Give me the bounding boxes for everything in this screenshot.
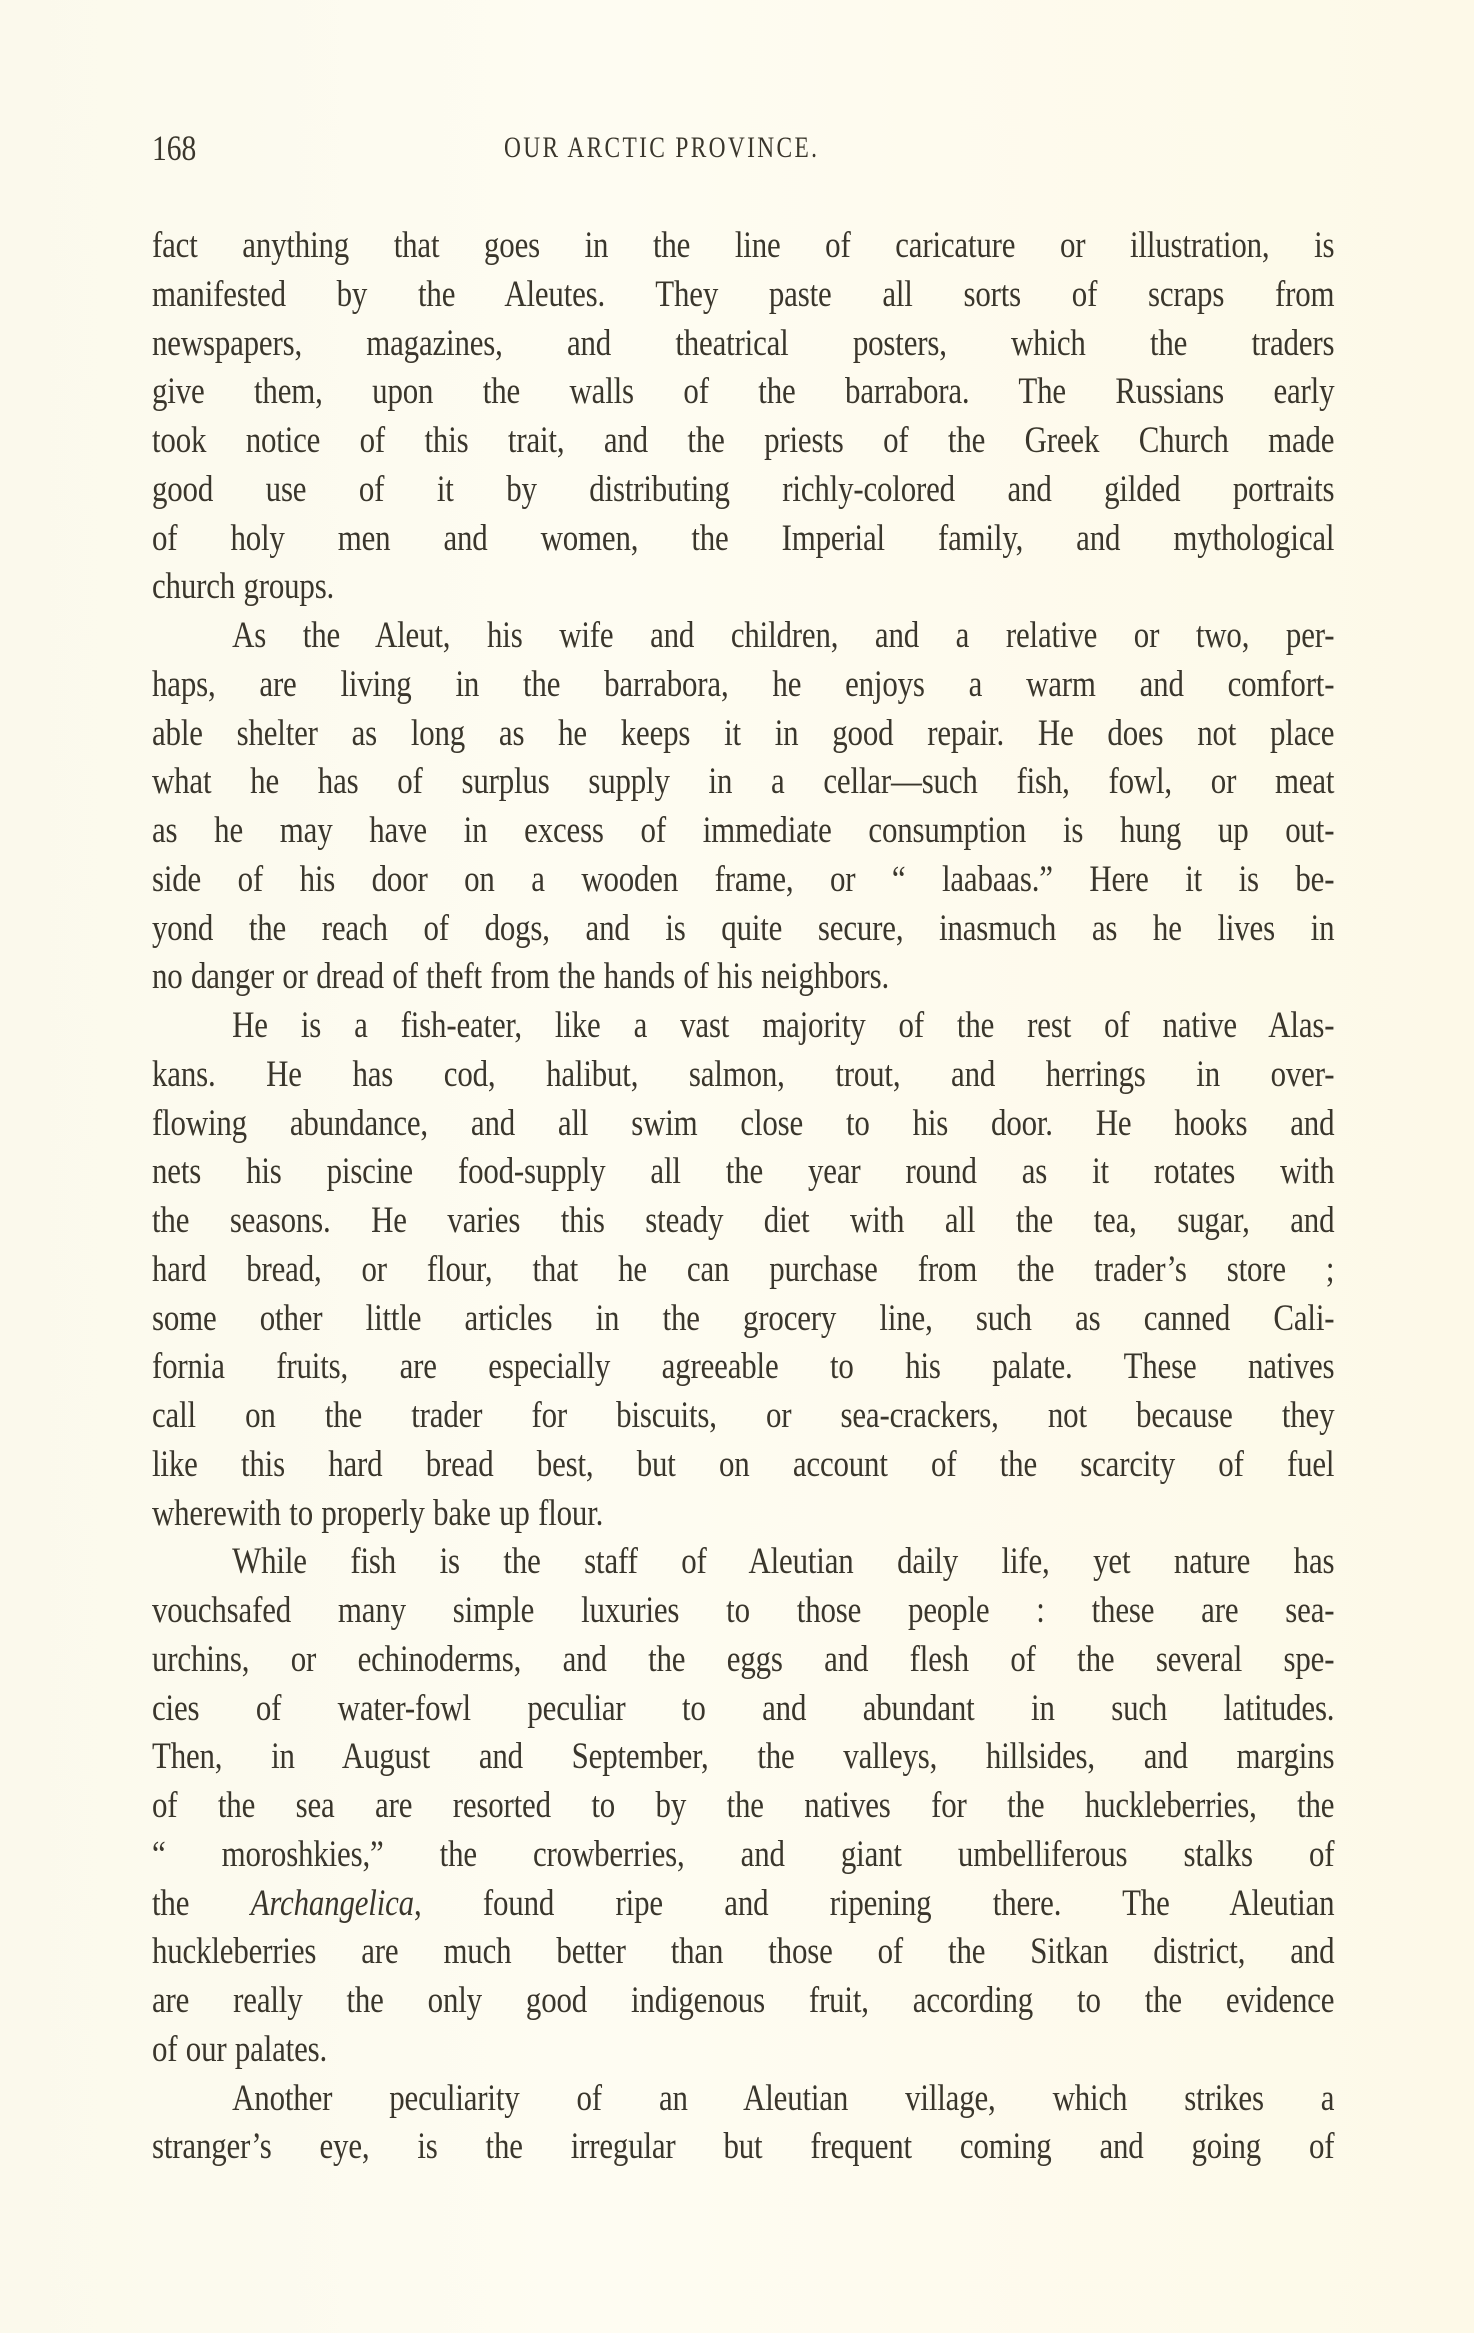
text-line	[152, 1148, 1334, 1197]
line-text: haps, are living in the barrabora, he enjoys a warm and comfort-	[152, 663, 1335, 705]
text-line	[152, 1977, 1334, 2026]
running-title: OUR ARCTIC PROVINCE.	[504, 131, 820, 164]
line-text: huckleberries are much better than those of the Sitkan district, and	[152, 1931, 1335, 1973]
text-line	[152, 1587, 1334, 1636]
paragraph	[152, 1538, 1334, 2074]
text-line	[152, 417, 1334, 466]
line-text: wherewith to properly bake up flour.	[152, 1492, 604, 1534]
text-line	[152, 1831, 1334, 1880]
line-text: as he may have in excess of immediate consumption is hung up out-	[152, 810, 1335, 851]
line-text: Another peculiarity of an Aleutian village, which strikes a	[232, 2077, 1335, 2119]
line-text: of our palates.	[152, 2028, 328, 2070]
line-text: flowing abundance, and all swim close to his door. He hooks and	[152, 1102, 1335, 1144]
text-line	[152, 661, 1334, 710]
page-number: 168	[152, 128, 197, 168]
paragraph	[152, 612, 1334, 1002]
line-text: stranger’s eye, is the irregular but frequent coming and going of	[152, 2126, 1335, 2168]
line-text: took notice of this trait, and the priests of the Greek Church made	[152, 420, 1335, 461]
text-line	[152, 1246, 1334, 1295]
text-line	[152, 320, 1334, 369]
line-text: kans. He has cod, halibut, salmon, trout, and herrings in over-	[152, 1053, 1335, 1095]
text-line	[152, 466, 1334, 515]
line-text: what he has of surplus supply in a cellar—such fish, fowl, or meat	[152, 761, 1335, 803]
line-text: vouchsafed many simple luxuries to those people : these are sea-	[152, 1590, 1335, 1631]
text-line	[152, 515, 1334, 564]
line-text: hard bread, or flour, that he can purchase from the trader’s store ;	[152, 1248, 1335, 1290]
line-text: some other little articles in the grocery line, such as canned Cali-	[152, 1297, 1335, 1339]
line-text: able shelter as long as he keeps it in good repair. He does not place	[152, 712, 1335, 754]
line-text: the Archangelica, found ripe and ripening there. The Aleutian	[152, 1882, 1335, 1924]
text-line	[152, 271, 1334, 320]
text-line	[152, 1197, 1334, 1246]
text-line	[152, 1343, 1334, 1392]
running-head	[152, 127, 1334, 177]
text-line	[152, 1928, 1334, 1977]
paragraph	[152, 1002, 1334, 1538]
line-text: While fish is the staff of Aleutian daily life, yet nature has	[232, 1541, 1335, 1583]
line-text: yond the reach of dogs, and is quite secure, inasmuch as he lives in	[152, 907, 1335, 949]
line-text: the seasons. He varies this steady diet with all the tea, sugar, and	[152, 1200, 1335, 1241]
text-line	[152, 1538, 1334, 1587]
line-text: cies of water-fowl peculiar to and abundant in such latitudes.	[152, 1687, 1335, 1729]
text-line	[152, 1392, 1334, 1441]
line-text: of the sea are resorted to by the natives for the huckleberries, the	[152, 1785, 1335, 1826]
text-line	[152, 1002, 1334, 1051]
text-line	[152, 2123, 1334, 2172]
line-text: call on the trader for biscuits, or sea-crackers, not because they	[152, 1395, 1335, 1436]
line-text: like this hard bread best, but on account of the scarcity of fuel	[152, 1443, 1335, 1485]
line-text: manifested by the Aleutes. They paste all sorts of scraps from	[152, 273, 1335, 315]
text-line	[152, 1782, 1334, 1831]
line-text: As the Aleut, his wife and children, and a relative or two, per-	[232, 615, 1335, 656]
text-line	[152, 2075, 1334, 2124]
text-line	[152, 905, 1334, 954]
line-text: give them, upon the walls of the barrabora. The Russians early	[152, 371, 1335, 413]
line-text: He is a fish-eater, like a vast majority of the rest of native Alas-	[232, 1005, 1335, 1046]
line-text: Then, in August and September, the valleys, hillsides, and margins	[152, 1736, 1335, 1778]
text-line	[152, 856, 1334, 905]
line-text: nets his piscine food-supply all the year round as it rotates with	[152, 1151, 1335, 1193]
italic-term: Archangelica	[250, 1882, 414, 1924]
text-line	[152, 1295, 1334, 1344]
line-text: fact anything that goes in the line of caricature or illustration, is	[152, 225, 1335, 266]
body-text	[152, 222, 1334, 2172]
text-line	[152, 1636, 1334, 1685]
text-line	[152, 807, 1334, 856]
text-line	[152, 1051, 1334, 1100]
line-text: fornia fruits, are especially agreeable to his palate. These natives	[152, 1346, 1335, 1388]
text-line	[152, 612, 1334, 661]
line-text: newspapers, magazines, and theatrical posters, which the traders	[152, 322, 1335, 364]
paragraph	[152, 2075, 1334, 2173]
line-text: church groups.	[152, 566, 335, 608]
line-text: good use of it by distributing richly-colored and gilded portraits	[152, 468, 1335, 510]
text-line	[152, 710, 1334, 759]
text-line	[152, 563, 1334, 612]
line-text: urchins, or echinoderms, and the eggs and flesh of the several spe-	[152, 1638, 1335, 1680]
text-line	[152, 1685, 1334, 1734]
line-text: “ moroshkies,” the crowberries, and giant umbelliferous stalks of	[152, 1833, 1335, 1875]
line-text: are really the only good indigenous fruit, according to the evidence	[152, 1980, 1335, 2021]
text-line	[152, 2026, 1334, 2075]
text-line	[152, 953, 1334, 1002]
paragraph	[152, 222, 1334, 612]
line-text: side of his door on a wooden frame, or “ laabaas.” Here it is be-	[152, 858, 1335, 900]
text-line	[152, 368, 1334, 417]
text-line	[152, 222, 1334, 271]
text-line	[152, 1880, 1334, 1929]
line-text: no danger or dread of theft from the hands of his neighbors.	[152, 956, 890, 998]
text-line	[152, 1490, 1334, 1539]
text-line	[152, 1441, 1334, 1490]
text-line	[152, 1733, 1334, 1782]
line-text: of holy men and women, the Imperial family, and mythological	[152, 517, 1335, 559]
text-line	[152, 758, 1334, 807]
text-line	[152, 1100, 1334, 1149]
